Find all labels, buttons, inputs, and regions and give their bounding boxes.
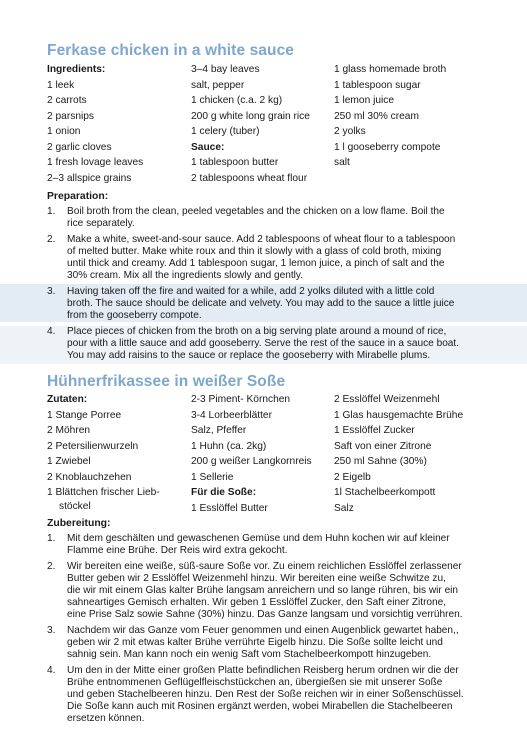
ingredient-item: stöckel — [59, 500, 91, 512]
step-line: pour with a little sauce and add gooseberry. Serve the rest of the sauce in a sauce boat. — [67, 338, 460, 349]
ingredients-column — [334, 62, 446, 171]
step-number: 1. — [47, 206, 56, 217]
step-line: geben wir 2 mit etwas kalter Brühe verrührte Eigelb hinzu. Die Soße sollte leicht und — [67, 637, 443, 648]
step-line: Boil broth from the clean, peeled vegetables and the chicken on a low flame. Boil the — [67, 206, 445, 217]
step-line: of melted butter. Make white roux and thin it slowly with a glass of cold broth, mixing — [67, 246, 442, 257]
ingredient-item: 1 tablespoon butter — [191, 157, 279, 168]
ingredient-item: 1 fresh lovage leaves — [47, 157, 144, 168]
ingredient-item: Salz — [334, 502, 354, 514]
step-line: You may add raisins to the sauce or replace the gooseberry with Mirabelle plums. — [67, 350, 431, 361]
ingredient-item: 2 carrots — [47, 95, 87, 106]
ingredient-item: 1 leek — [47, 79, 75, 91]
step-line: rice separately. — [67, 218, 135, 229]
ingredient-item: 3-4 Lorbeerblätter — [191, 409, 272, 421]
step-item — [47, 665, 467, 725]
ingredient-item: 2 Eigelb — [334, 471, 371, 483]
step-line: Nachdem wir das Ganze vom Feuer genommen und einen Augenblick gewartet haben,, — [67, 625, 459, 636]
ingredient-item: 2 Knoblauchzehen — [47, 471, 132, 483]
step-number: 3. — [47, 625, 56, 636]
ingredient-item: 2 yolks — [334, 126, 366, 137]
step-line: Mit dem geschälten und gewaschenen Gemüse und dem Huhn kochen wir auf kleiner — [67, 533, 450, 544]
step-line: Place pieces of chicken from the broth on a big serving plate around a mound of rice, — [67, 326, 447, 337]
preparation-steps-english — [47, 206, 467, 366]
ingredients-column — [334, 392, 463, 516]
step-line: Butter geben wir 2 Esslöffel Weizenmehl hinzu. Wir bereiten eine weiße Schwitze zu, — [67, 573, 446, 584]
ingredient-item: 1 Zwiebel — [47, 456, 91, 467]
step-line: Make a white, sweet-and-sour sauce. Add 2 tablespoons of wheat flour to a tablespoon — [67, 234, 456, 245]
ingredient-item: 1l Stachelbeerkompott — [334, 487, 436, 498]
step-number: 4. — [47, 326, 56, 337]
ingredient-item: 1 onion — [47, 126, 81, 137]
step-line: 30% cream. Mix all the ingredients slowly and gently. — [67, 270, 304, 281]
ingredient-item: 2 Petersilienwurzeln — [47, 440, 139, 452]
sauce-label: Für die Soße: — [191, 487, 257, 498]
ingredients-column — [191, 392, 312, 516]
ingredient-item: 1 Esslöffel Butter — [191, 502, 268, 514]
ingredient-item: 1 Stange Porree — [47, 409, 122, 421]
recipe-title-english: Ferkase chicken in a white sauce — [47, 42, 295, 59]
step-item — [47, 326, 467, 362]
step-number: 1. — [47, 533, 56, 544]
step-line: eine Prise Salz sowie Sahne (30%) hinzu. Das Ganze langsam und vorsichtig verrühren. — [67, 609, 463, 620]
step-line: sahneartiges Gemisch erhalten. Wir geben 1 Esslöffel Zucker, den Saft einer Zitrone, — [67, 597, 447, 608]
ingredient-item: 1 Sellerie — [191, 471, 234, 483]
step-line: ersetzen können. — [67, 713, 145, 724]
sauce-label: Sauce: — [191, 141, 225, 153]
ingredients-label: Zutaten: — [47, 394, 88, 405]
preparation-label-english: Preparation: — [47, 191, 109, 202]
ingredient-item: 1 Huhn (ca. 2kg) — [191, 440, 267, 452]
ingredient-item: 3–4 bay leaves — [191, 64, 260, 75]
ingredient-item: 2-3 Piment- Körnchen — [191, 394, 291, 405]
step-line: Brühe entnommenen Geflügelfleischstückchen an, übergießen sie mit unserer Soße — [67, 677, 443, 688]
ingredient-item: 200 g white long grain rice — [191, 110, 310, 122]
step-line: Flamme eine Brühe. Der Reis wird extra gekocht. — [67, 545, 288, 556]
step-number: 2. — [47, 234, 56, 245]
ingredients-column — [47, 62, 143, 186]
step-line: sahnig sein. Man kann noch ein wenig Saft vom Stachelbeerkompott hinzugeben. — [67, 649, 432, 660]
step-item — [47, 286, 467, 322]
ingredient-item: 2 Esslöffel Weizenmehl — [334, 394, 440, 405]
ingredient-item: 1 celery (tuber) — [191, 126, 260, 137]
ingredient-item: Saft von einer Zitrone — [334, 440, 432, 452]
recipe-title-german: Hühnerfrikassee in weißer Soße — [47, 373, 286, 390]
ingredient-item: 1 Blättchen frischer Lieb- — [47, 487, 160, 498]
step-item — [47, 625, 467, 661]
ingredients-column — [47, 392, 160, 513]
ingredient-item: 1 chicken (c.a. 2 kg) — [191, 95, 283, 106]
ingredient-item: 1 tablespoon sugar — [334, 79, 421, 91]
ingredient-item: 250 ml Sahne (30%) — [334, 456, 427, 467]
step-line: die wir mit einem Glas kalter Brühe langsam anreichern und so lange rühren, bis wir ein — [67, 585, 459, 596]
step-line: Um den in der Mitte einer großen Platte befindlichen Reisberg herum ordnen wir die der — [67, 665, 459, 676]
step-line: Wir bereiten eine weiße, süß-saure Soße vor. Zu einem reichlichen Esslöffel zerlassener — [67, 561, 462, 572]
step-line: Having taken off the fire and waited for a while, add 2 yolks diluted with a little cold — [67, 286, 435, 297]
ingredient-item: 200 g weißer Langkornreis — [191, 456, 312, 467]
ingredient-item: 2 Möhren — [47, 425, 91, 436]
step-number: 4. — [47, 665, 56, 676]
ingredient-item: 1 l gooseberry compote — [334, 141, 441, 153]
ingredient-item: salt — [334, 157, 350, 168]
step-number: 3. — [47, 286, 56, 297]
ingredient-item: 2 parsnips — [47, 110, 95, 122]
preparation-label-german: Zubereitung: — [47, 518, 111, 529]
ingredient-item: Salz, Pfeffer — [191, 425, 247, 436]
ingredient-item: salt, pepper — [191, 79, 245, 91]
ingredients-label: Ingredients: — [47, 64, 106, 75]
ingredient-item: 1 Esslöffel Zucker — [334, 425, 415, 436]
step-item — [47, 234, 467, 282]
ingredient-item: 2 tablespoons wheat flour — [191, 172, 308, 184]
ingredients-column — [191, 62, 310, 186]
step-number: 2. — [47, 561, 56, 572]
step-line: Die Soße kann auch mit Rosinen ergänzt werden, wobei Mirabellen die Stachelbeeren — [67, 701, 453, 712]
step-item — [47, 561, 467, 621]
step-line: from the gooseberry compote. — [67, 310, 202, 321]
step-item — [47, 533, 467, 557]
ingredient-item: 2–3 allspice grains — [47, 172, 132, 184]
ingredient-item: 1 glass homemade broth — [334, 64, 447, 75]
ingredient-item: 1 lemon juice — [334, 95, 395, 106]
step-line: broth. The sauce should be delicate and velvety. You may add to the sauce a little juice — [67, 298, 455, 309]
step-line: until thick and creamy. Add 1 tablespoon sugar, 1 lemon juice, a pinch of salt and the — [67, 258, 445, 269]
ingredient-item: 1 Glas hausgemachte Brühe — [334, 409, 464, 421]
step-line: und geben Stachelbeeren hinzu. Den Rest der Soße reichen wir in einer Soßenschüssel. — [67, 689, 464, 700]
ingredient-item: 2 garlic cloves — [47, 141, 112, 153]
step-item — [47, 206, 467, 230]
preparation-steps-german — [47, 533, 467, 729]
ingredient-item: 250 ml 30% cream — [334, 110, 419, 122]
